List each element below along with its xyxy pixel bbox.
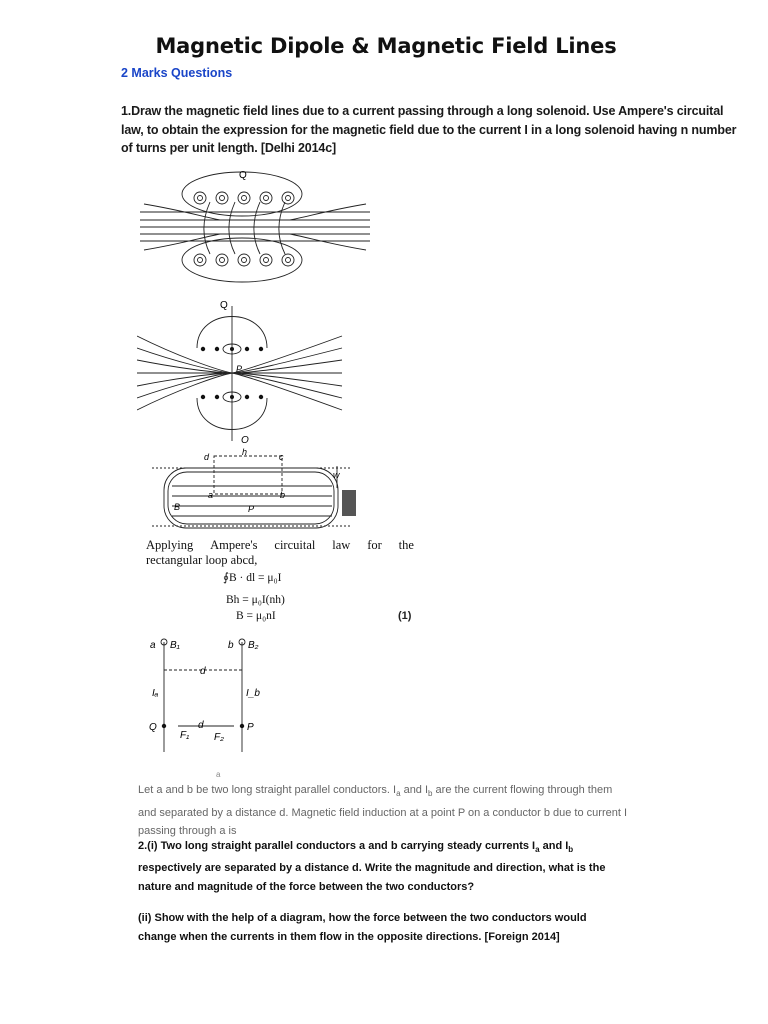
fig3-label-b: b (280, 490, 286, 500)
question-2-part-ii: (ii) Show with the help of a diagram, how the force between the two conductors would change when the currents in them flow in the opposite directions. [Foreign 2014] (138, 912, 587, 943)
equation-number: (1) (398, 610, 412, 622)
fig4-label-q: Q (149, 722, 157, 733)
fig4-label-f2: F₂ (214, 732, 224, 743)
equation-1: ∮B · dl = μ₀I (223, 572, 282, 584)
fig2-label-o: O (241, 435, 249, 446)
fig4-label-p: P (247, 722, 254, 733)
parallel-conductors-figure (146, 634, 286, 756)
fig4-label-b: b (228, 640, 234, 651)
solenoid-field-figure (140, 160, 370, 290)
fig3-label-a: a (208, 490, 214, 500)
fig2-label-p: P (236, 364, 243, 374)
fig3-label-h: h (242, 447, 248, 457)
solution-line-2: rectangular loop abcd, (146, 553, 258, 567)
fig4-label-ia: Iₐ (152, 688, 159, 699)
figure-caption: a (216, 770, 221, 779)
fig4-label-f1: F₁ (180, 730, 190, 741)
loop-field-figure (137, 296, 347, 446)
page-title: Magnetic Dipole & Magnetic Field Lines (155, 34, 617, 58)
solution-text (146, 538, 414, 568)
section-subtitle: 2 Marks Questions (121, 66, 233, 80)
fig3-label-B: B (174, 502, 181, 512)
fig2-label-q: Q (220, 300, 228, 311)
question-1: 1.Draw the magnetic field lines due to a current passing through a long solenoid. Use Ampere's circuital law, to obtain the expression for the magnetic field due to the current I in a long solenoid having n number of turns per unit length. [Delhi 2014c] (121, 104, 737, 155)
fig4-label-a: a (150, 640, 156, 651)
fig4-label-b2: B₂ (248, 640, 259, 651)
fig3-label-c: c (279, 452, 284, 462)
fig3-label-w: w (333, 470, 340, 480)
equation-2: Bh = μ₀I(nh) (226, 594, 285, 606)
fig4-label-b1: B₁ (170, 640, 180, 651)
fig3-label-d: d (204, 452, 210, 462)
solution-line-1: Applying Ampere's circuital law for the (146, 538, 414, 552)
equation-3: B = μ₀nI (236, 610, 276, 622)
fig3-label-p: P (248, 504, 255, 514)
fig1-label-q: Q (239, 170, 247, 181)
ampere-loop-figure (152, 446, 382, 534)
fig4-label-ib: I_b (246, 688, 260, 699)
question-2-part-i: 2.(i) Two long straight parallel conductors a and b carrying steady currents $I_a$ and $I_b$ respectively are separated by a distance d. Write the magnitude and direction, what is the nature and magnitude of the force between the two conductors? (138, 840, 606, 894)
fig4-label-d-mid: d (198, 720, 204, 731)
explanation-paragraph: Let a and b be two long straight parallel conductors. $I_a$ and $I_b$ are the current flowing through them and separated by a distance d. Magnetic field induction at a point P on a conductor b due to current I passing through a is (138, 784, 628, 838)
fig4-label-d-top: d (200, 666, 206, 677)
